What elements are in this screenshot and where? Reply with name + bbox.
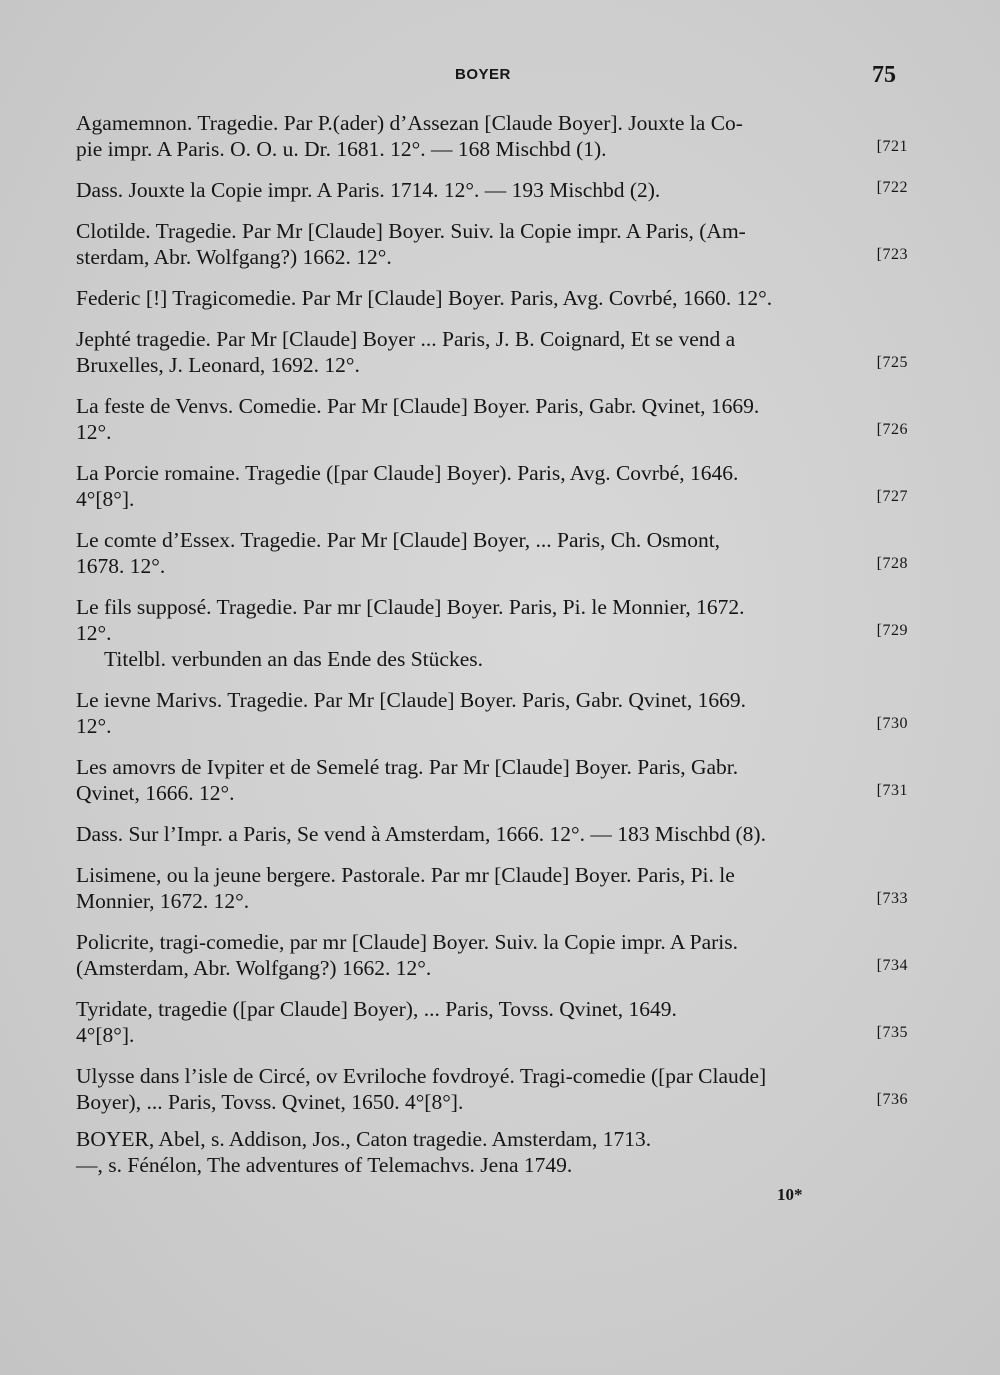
entry-line: 12°.: [76, 714, 112, 738]
entry-number: [730: [876, 715, 908, 732]
entry-729: [76, 594, 906, 672]
entry-734: [76, 929, 906, 981]
entry-line: Qvinet, 1666. 12°.: [76, 781, 235, 805]
entry-number: [734: [876, 957, 908, 974]
running-head: BOYER: [455, 66, 511, 83]
cross-references: [76, 1126, 906, 1178]
entry-number: [728: [876, 555, 908, 572]
entry-726: [76, 393, 906, 445]
cross-ref-line: —, s. Fénélon, The adventures of Telemachvs. Jena 1749.: [76, 1153, 573, 1177]
entry-line: Policrite, tragi-comedie, par mr [Claude] Boyer. Suiv. la Copie impr. A Paris.: [76, 930, 738, 954]
entry-723: [76, 218, 906, 270]
entry-number: [733: [876, 890, 908, 907]
entry-line: Le ievne Marivs. Tragedie. Par Mr [Claude] Boyer. Paris, Gabr. Qvinet, 1669.: [76, 688, 746, 712]
entry-line: Tyridate, tragedie ([par Claude] Boyer), ... Paris, Tovss. Qvinet, 1649.: [76, 997, 677, 1021]
entry-number: [736: [876, 1091, 908, 1108]
entry-number: [735: [876, 1024, 908, 1041]
entry-line: Monnier, 1672. 12°.: [76, 889, 250, 913]
cross-ref-line: BOYER, Abel, s. Addison, Jos., Caton tragedie. Amsterdam, 1713.: [76, 1127, 652, 1151]
entry-line: (Amsterdam, Abr. Wolfgang?) 1662. 12°.: [76, 956, 432, 980]
entry-722: [76, 177, 906, 203]
entry-line: Federic [!] Tragicomedie. Par Mr [Claude] Boyer. Paris, Avg. Covrbé, 1660. 12°.: [76, 286, 773, 310]
entry-line: La feste de Venvs. Comedie. Par Mr [Claude] Boyer. Paris, Gabr. Qvinet, 1669.: [76, 394, 760, 418]
entry-line: Bruxelles, J. Leonard, 1692. 12°.: [76, 353, 360, 377]
entry-line: Lisimene, ou la jeune bergere. Pastorale. Par mr [Claude] Boyer. Paris, Pi. le: [76, 863, 735, 887]
entry-line: pie impr. A Paris. O. O. u. Dr. 1681. 12°. — 168 Mischbd (1).: [76, 137, 607, 161]
entry-line: Dass. Jouxte la Copie impr. A Paris. 1714. 12°. — 193 Mischbd (2).: [76, 178, 661, 202]
page-number: 75: [872, 62, 896, 88]
entry-line: Le comte d’Essex. Tragedie. Par Mr [Claude] Boyer, ... Paris, Ch. Osmont,: [76, 528, 721, 552]
bibliography-list: [76, 110, 906, 1193]
entry-line: 12°.: [76, 420, 112, 444]
entry-728: [76, 527, 906, 579]
entry-724: [76, 285, 906, 311]
entry-line: 1678. 12°.: [76, 554, 166, 578]
entry-number: [722: [876, 179, 908, 196]
entry-number: [723: [876, 246, 908, 263]
entry-line: 4°[8°].: [76, 487, 135, 511]
entry-note: Titelbl. verbunden an das Ende des Stückes.: [104, 647, 483, 671]
entry-line: Ulysse dans l’isle de Circé, ov Evriloche fovdroyé. Tragi-comedie ([par Claude]: [76, 1064, 767, 1088]
entry-733: [76, 862, 906, 914]
entry-730: [76, 687, 906, 739]
entry-line: Jephté tragedie. Par Mr [Claude] Boyer ... Paris, J. B. Coignard, Et se vend a: [76, 327, 736, 351]
signature-mark: 10*: [777, 1185, 803, 1204]
entry-line: 4°[8°].: [76, 1023, 135, 1047]
page-header: [0, 62, 1000, 92]
entry-731: [76, 754, 906, 806]
entry-number: [731: [876, 782, 908, 799]
entry-732: [76, 821, 906, 847]
entry-number: [729: [876, 622, 908, 639]
entry-number: [721: [876, 138, 908, 155]
entry-line: Agamemnon. Tragedie. Par P.(ader) d’Assezan [Claude Boyer]. Jouxte la Co-: [76, 111, 743, 135]
entry-721: [76, 110, 906, 162]
entry-735: [76, 996, 906, 1048]
entry-725: [76, 326, 906, 378]
entry-line: sterdam, Abr. Wolfgang?) 1662. 12°.: [76, 245, 392, 269]
entry-line: Les amovrs de Ivpiter et de Semelé trag. Par Mr [Claude] Boyer. Paris, Gabr.: [76, 755, 739, 779]
entry-line: Le fils supposé. Tragedie. Par mr [Claude] Boyer. Paris, Pi. le Monnier, 1672.: [76, 595, 745, 619]
entry-line: Dass. Sur l’Impr. a Paris, Se vend à Amsterdam, 1666. 12°. — 183 Mischbd (8).: [76, 822, 766, 846]
entry-736: [76, 1063, 906, 1115]
entry-number: [725: [876, 354, 908, 371]
entry-line: Boyer), ... Paris, Tovss. Qvinet, 1650. 4°[8°].: [76, 1090, 464, 1114]
entry-line: Clotilde. Tragedie. Par Mr [Claude] Boyer. Suiv. la Copie impr. A Paris, (Am-: [76, 219, 746, 243]
entry-727: [76, 460, 906, 512]
entry-line: La Porcie romaine. Tragedie ([par Claude] Boyer). Paris, Avg. Covrbé, 1646.: [76, 461, 739, 485]
entry-number: [727: [876, 488, 908, 505]
entry-number: [726: [876, 421, 908, 438]
entry-line: 12°.: [76, 621, 112, 645]
